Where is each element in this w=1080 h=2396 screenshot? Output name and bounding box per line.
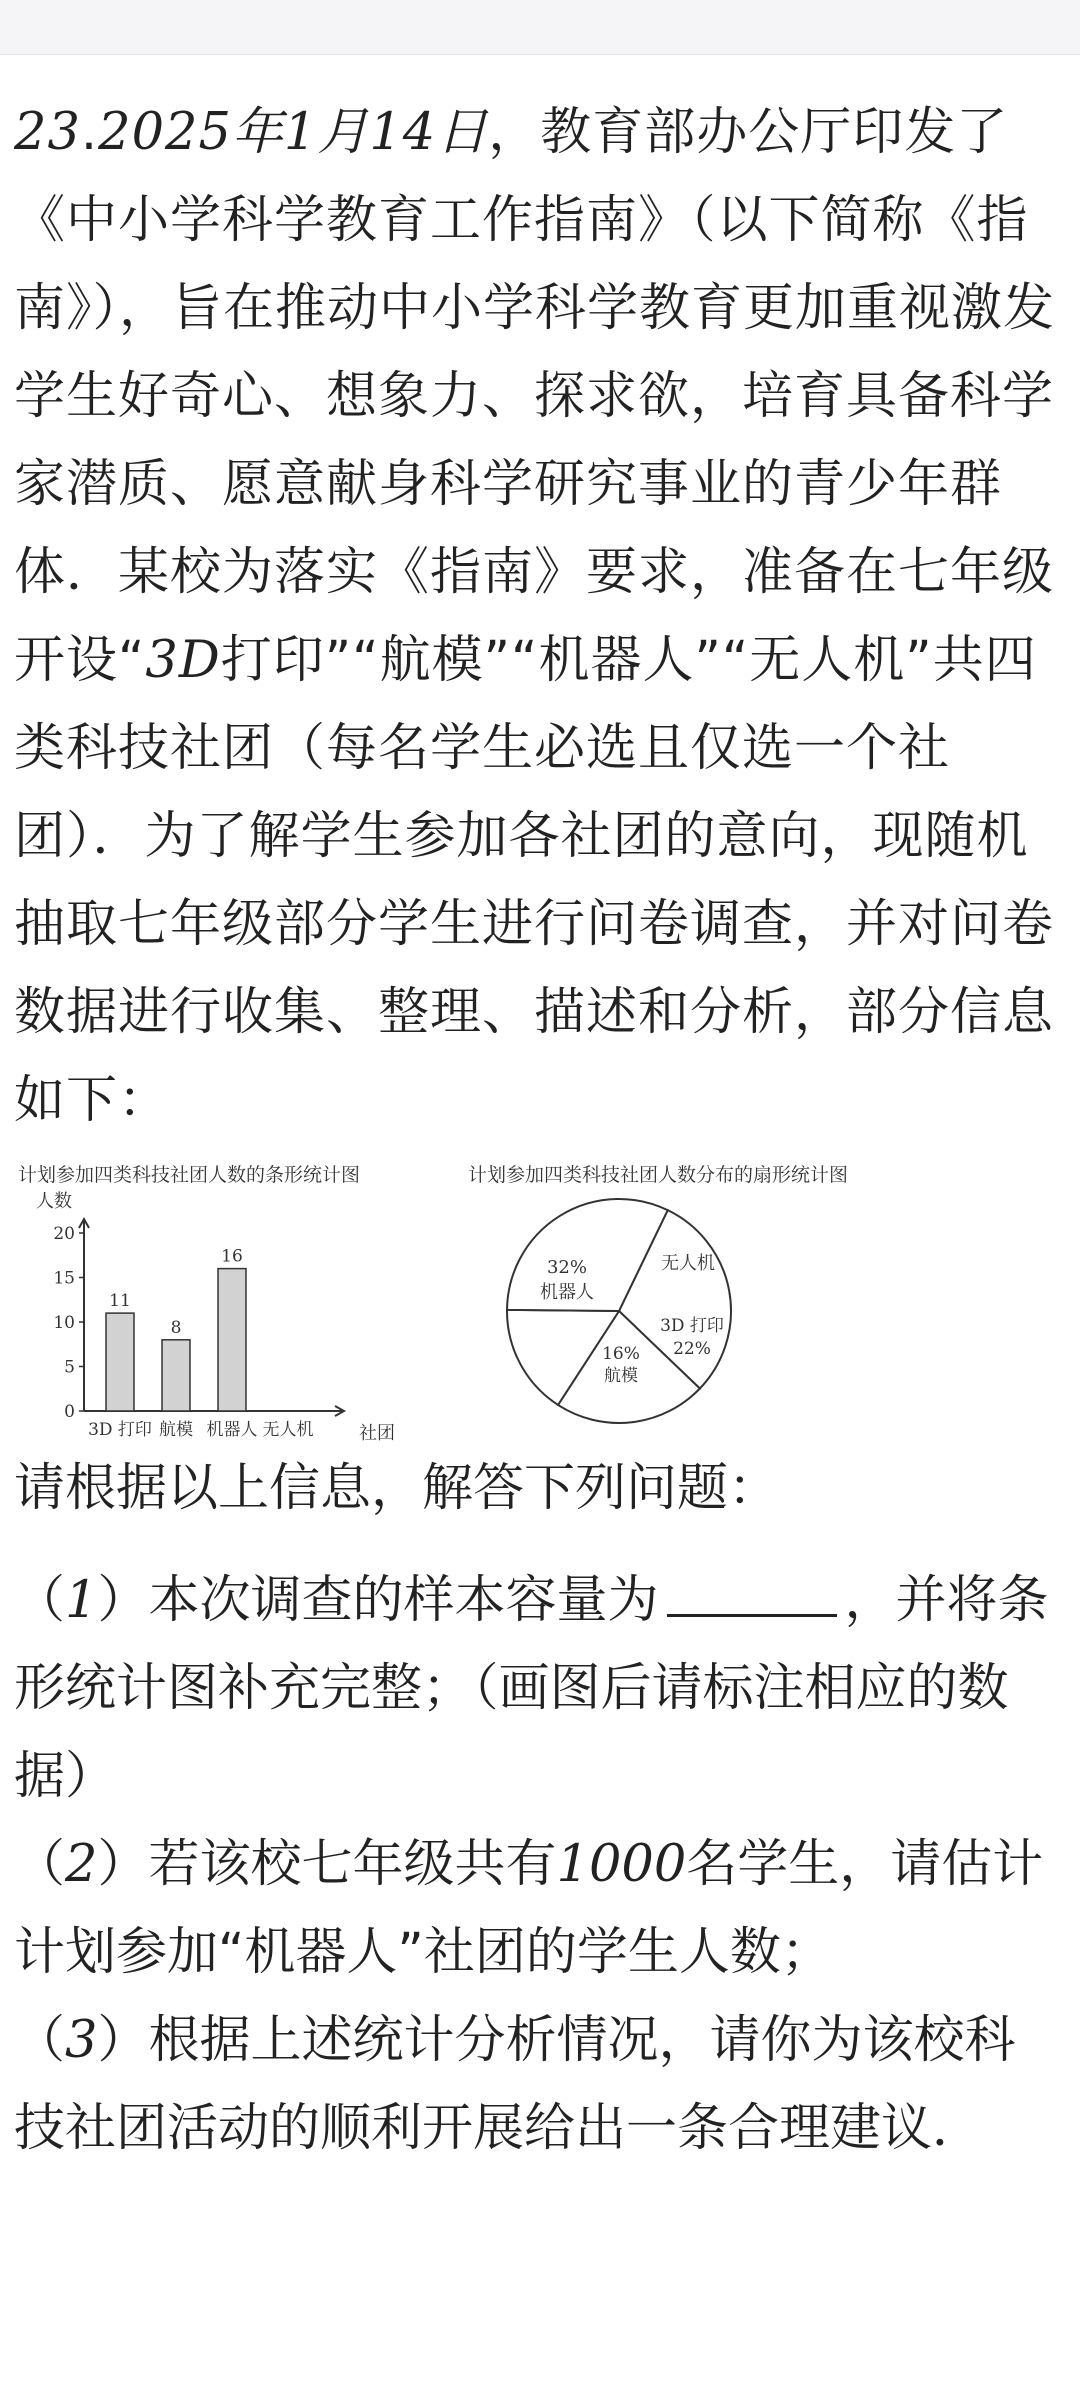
bar-chart-ylabel: 人数 xyxy=(36,1191,72,1212)
q2-value: 1000 xyxy=(556,1835,687,1894)
pie-label-robot: 机器人 xyxy=(540,1282,594,1303)
q1-text-a: 本次调查的样本容量为 xyxy=(148,1571,659,1630)
y-tick-label: 0 xyxy=(64,1402,75,1422)
pie-chart-title: 计划参加四类科技社团人数分布的扇形统计图 xyxy=(468,1164,849,1186)
pie-label-drone: 无人机 xyxy=(661,1253,715,1274)
bar xyxy=(218,1269,246,1411)
bar xyxy=(106,1313,134,1411)
pie-label-3d-pct: 22% xyxy=(673,1339,711,1359)
pie-label-model: 航模 xyxy=(604,1366,638,1386)
y-tick-label: 20 xyxy=(53,1224,75,1244)
bar-data-label: 11 xyxy=(109,1291,131,1312)
bar-data-label: 16 xyxy=(221,1246,243,1267)
bar-data-label: 8 xyxy=(170,1317,182,1338)
question-list xyxy=(14,1557,1066,2173)
problem-stem xyxy=(14,55,1066,1145)
problem-date: 2025年1月14日 xyxy=(98,103,489,162)
y-tick-label: 5 xyxy=(64,1357,75,1378)
y-tick-label: 15 xyxy=(53,1268,75,1289)
problem-intro-part2: 打印”“航模”“机器人”“无人机”共四类科技社团（每名学生必选且仅选一个社团）．为了解学生参加各社团的意向，现随机抽取七年级部分学生进行问卷调查，并对问卷数据进行收集、整理、描述和分析，部分信息如下： xyxy=(14,631,1055,1130)
question-2: （2）若该校七年级共有1000名学生，请估计计划参加“机器人”社团的学生人数； xyxy=(14,1835,1044,1982)
questions-header: 请根据以上信息，解答下列问题： xyxy=(14,1459,780,1518)
q1-number: 1 xyxy=(65,1571,98,1630)
figures xyxy=(14,1161,1066,1441)
problem-intro-dot: . xyxy=(80,103,99,162)
bar-chart-title: 计划参加四类科技社团人数的条形统计图 xyxy=(18,1164,361,1186)
pie-chart xyxy=(454,1161,914,1441)
pie-label-3d: 3D 打印 xyxy=(660,1316,724,1336)
pie-label-robot-pct: 32% xyxy=(546,1257,588,1278)
x-tick-label: 无人机 xyxy=(262,1420,314,1440)
top-bar xyxy=(0,0,1080,55)
q1-text-b: ，并将条形统计图补充完整；（画图后请标注相应的数据） xyxy=(14,1571,1049,1806)
problem-content xyxy=(0,55,1080,2173)
x-tick-label: 航模 xyxy=(159,1420,193,1440)
x-tick-label: 机器人 xyxy=(206,1420,258,1440)
q3-number: 3 xyxy=(65,2011,98,2070)
q2-number: 2 xyxy=(65,1835,98,1894)
bar-chart-xlabel: 社团 xyxy=(359,1423,395,1441)
y-tick-label: 10 xyxy=(53,1313,75,1333)
q1-answer-blank[interactable] xyxy=(667,1574,837,1617)
question-3: （3）根据上述统计分析情况，请你为该校科技社团活动的顺利开展给出一条合理建议． xyxy=(14,2011,1016,2158)
pie-label-model-pct: 16% xyxy=(602,1344,640,1364)
x-tick-label: 3D 打印 xyxy=(88,1420,152,1440)
q3-text: 根据上述统计分析情况，请你为该校科技社团活动的顺利开展给出一条合理建议． xyxy=(14,2011,1016,2158)
bar-chart xyxy=(14,1161,414,1441)
problem-number: 23 xyxy=(14,103,81,162)
question-1: （1）本次调查的样本容量为 ，并将条形统计图补充完整；（画图后请标注相应的数据） xyxy=(14,1571,1049,1806)
q2-text-a: 若该校七年级共有 xyxy=(148,1835,557,1894)
problem-intro-part1: ，教育部办公厅印发了《中小学科学教育工作指南》（以下简称《指南》），旨在推动中小学科学教育更加重视激发学生好奇心、想象力、探求欲，培育具备科学家潜质、愿意献身科学研究事业的青少年群体．某校为落实《指南》要求，准备在七年级开设“ xyxy=(14,103,1056,690)
bar xyxy=(162,1340,190,1411)
club-3d: 3D xyxy=(145,631,221,690)
q2-text-b: 名学生，请估计计划参加“机器人”社团的学生人数； xyxy=(14,1835,1044,1982)
